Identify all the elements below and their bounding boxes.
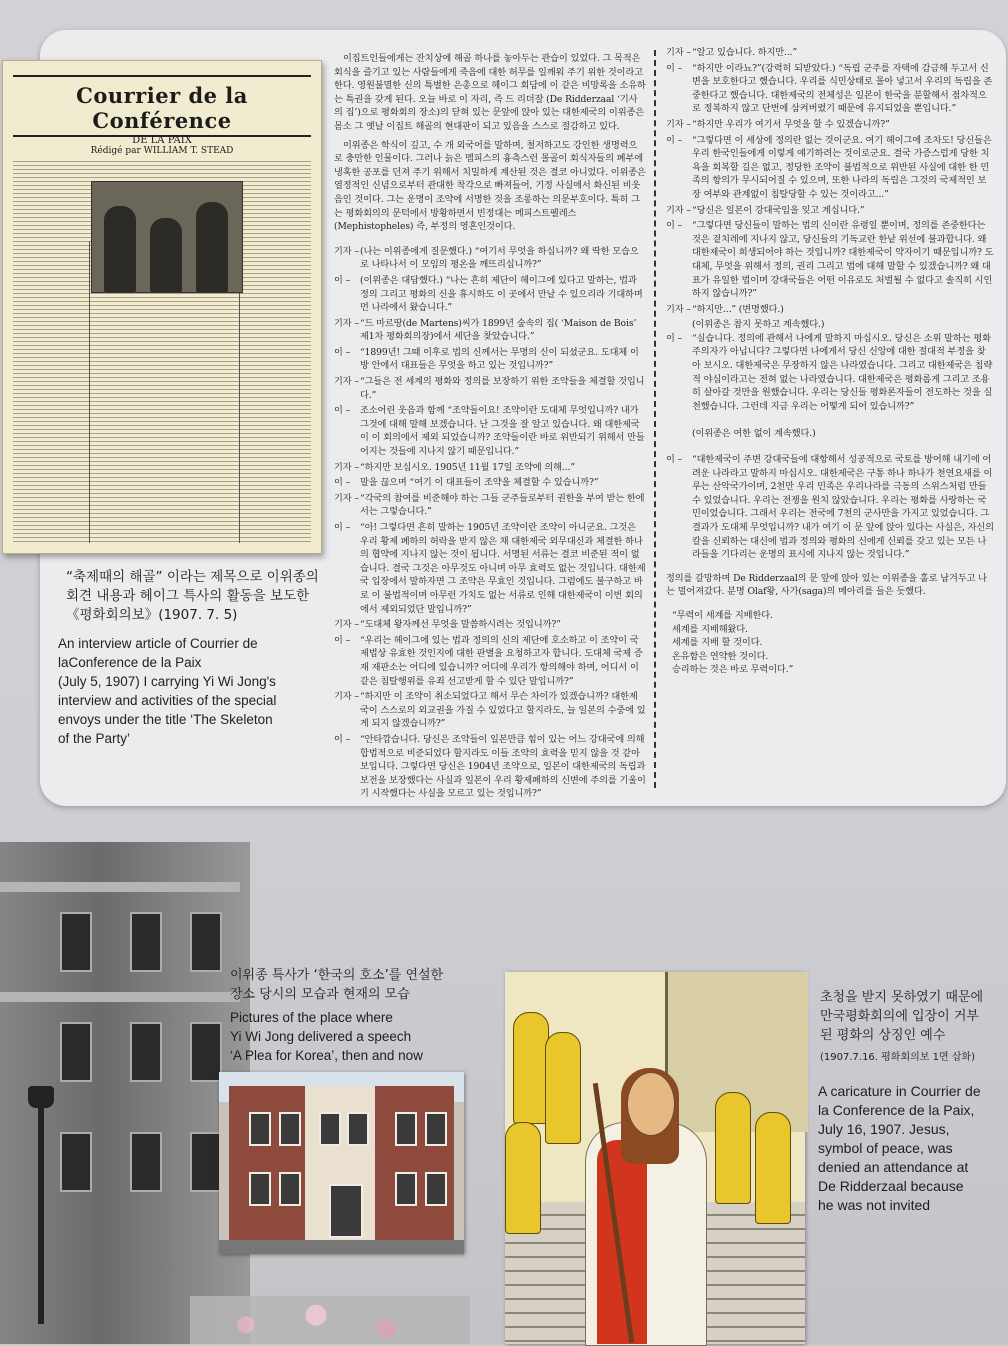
dialogue-text: “그렇다면 당신들이 말하는 법의 신이란 유령일 뿐이며, 정의를 존중한다는 것은 겉치레에 지나지 않고, 당신들의 기독교란 한낱 위선에 불과합니다. 왜 대한제국이 희생되어야 하는 것입니까? 대한제국이 약자이기 때문입니까? 도대체, 무엇을 위해서 정의, 권리 그리고 법에 대해 말할 수 있겠습니까? 왜 대표가 유일한 법이며 강대국들은 어떤 이유로도 처벌될 수 없다고 솔직히 시인하지 않습니까?”	[692, 220, 994, 300]
building-window	[190, 1132, 222, 1192]
building-window	[130, 912, 162, 972]
dialogue-text: “하지만 이 조약이 취소되었다고 해서 무슨 차이가 있겠습니까? 대한제국이 스스로의 외교권을 가질 수 있었다고 할지라도, 늘 일본의 수중에 있게 되지 않겠습니까?”	[360, 691, 646, 730]
dialogue-text: “실습니다. 정의에 관해서 나에게 말하지 마십시오. 당신은 소위 말하는 평화주의자가 아닙니다? 그렇다면 나에게서 당신 신앙에 대한 절대적 부정을 찾아 보시오. 대한제국은 무장하지 않은 나라였습니다. 그리고 대한제국은 침략적 야심이라고는 전혀 없는 나라였습니다. 대한제국은 평화롭게 그리고 조용히 살아갈 것만을 원했습니다. 우리는 당신들 평화론자들이 전도하는 것을 실천했습니다. 그런데 지금 우리는 어떻게 되어 있습니까?”	[692, 332, 993, 412]
dialogue-speaker: 기자 –	[334, 376, 359, 388]
article-paragraph: 이집트인들에게는 잔치상에 해골 하나를 놓아두는 관습이 있었다. 그 목적은 회식을 즐기고 있는 사람들에게 죽음에 대한 허무를 일깨워 주기 위한 것이라고 한다. 영원불멸한 신의 특별한 은총으로 헤이그 회담에 이 같은 비망록을 소유하는 특권을 갖게 된다. 오늘 바로 이 자리, 즉 드 리더잘 (De Ridderzaal ‘기사의 집’)으로 평화회의 장소)의 닫혀 있는 문앞에 앉아 있는 대한제국의 이위종은 몸소 그 옛날 이집트 해골의 현대판이 되고 있음을 스스로 절감하고 있다.	[334, 53, 646, 132]
dialogue-speaker: 기자 –	[666, 118, 691, 130]
building-photo-now	[219, 1072, 464, 1254]
dialogue-line	[666, 453, 994, 562]
building-cornice	[0, 882, 240, 892]
dialogue-line	[334, 733, 646, 801]
caption-line: 만국평화회의에 입장이 거부	[820, 1009, 979, 1024]
building-window	[130, 1022, 162, 1082]
dialogue-text: “하지만 우리가 여기서 무엇을 할 수 있겠습니까?”	[692, 118, 890, 130]
photo-street	[219, 1240, 464, 1254]
clipping-column-rule	[89, 241, 90, 543]
portrait-figure	[150, 218, 182, 292]
dialogue-speaker: 기자 –	[666, 303, 691, 315]
dialogue-text: “대한제국이 주변 강대국들에 대항해서 성공적으로 국토를 방어해 내기에 어려운 나라라고 말하지 마십시오. 대한제국은 구통 하나 하나가 천연요새를 이루는 산악국가이며, 2천만 우리 민족은 우리나라를 극동의 스위스처럼 만들 수 있었습니다. 우리는 전쟁을 원치 않았습니다. 우리는 평화를 사랑하는 국민이었습니다. 그래서 우리는 전국에 7천의 군사만을 가지고 있었습니다. 그 결과가 도대체 무엇입니까? 내가 여기 이 문 앞에 앉아 있다는 사실은, 자신의 칼을 신뢰하는 대신에 법과 정의와 평화의 신에게 신뢰를 갖고 있는 모든 나라들을 기다리는 운명의 표시에 지나지 않는 것입니다.”	[692, 454, 994, 561]
flowers-decoration	[190, 1296, 470, 1344]
article-closing: 정의를 갈망하며 De Ridderzaal의 문 앞에 앉아 있는 이위종을 홀로 남겨두고 나는 멀어져갔다. 분명 Olaf왕, 사가(saga)의 메아리를 들은 듯했다.	[666, 572, 987, 598]
guard-figure	[715, 1092, 751, 1204]
caricature-caption-korean	[820, 988, 1004, 1045]
caption-line: la Conference de la Paix,	[818, 1102, 975, 1118]
caption-line: “축제때의 해골” 이라는 제목으로 이위종의	[66, 569, 319, 585]
dialogue-text: “안타깝습니다. 당신은 조약들이 일본만큼 힘이 있는 어느 강대국에 의해 합법적으로 비준되었다 할지라도 이들 조약의 효력을 믿지 않을 것 같아 보입니다. 그렇다면 당신은 1904년 조약으로, 일본이 대한제국의 독립과 보전을 보장했다는 사실과 일본이 우리 황제폐하의 신변에 주의를 기울이기 시작했다는 사실을 모르고 있는 것입니까?”	[360, 733, 646, 800]
dialogue-speaker: 이 –	[334, 274, 351, 286]
caption-line: 회견 내용과 헤이그 특사의 활동을 보도한	[66, 588, 310, 604]
dialogue-text: “그렇다면 이 세상에 정의란 없는 것이군요. 여기 헤이그에 조차도! 당신들은 우리 한국인들에게 이렇게 얘기하려는 것이로군요. 결국 가증스럽게 당한 치욕을 회복할 길은 없고, 정당한 조약이 불법적으로 위반된 사실에 대한 한 민족의 항의가 무시되어질 수 있으며, 또한 나라의 독립은 그것의 국제적인 보장 여부와 관계없이 침탈당할 수 있는 것이라고...”	[692, 134, 992, 200]
caption-line: 이위종 특사가 ‘한국의 호소’를 연설한	[230, 968, 444, 983]
quote-line: 승리하는 것은 바로 무력이다.”	[672, 664, 794, 676]
dialogue-line	[334, 521, 646, 616]
building-window	[319, 1112, 341, 1146]
dialogue-text: “드 마르땅(de Martens)씨가 1899년 숲속의 집( ‘Maison de Bois’ 제1차 평화회의장)에서 세단을 찾았습니다.”	[360, 317, 637, 343]
dialogue-text: “하지만...” (변명했다.)	[692, 303, 784, 315]
building-window	[425, 1172, 447, 1206]
portrait-figure	[104, 206, 136, 292]
masthead-subtitle: DE LA PAIX	[132, 135, 192, 146]
dialogue-speaker: 기자 –	[666, 204, 691, 216]
dialogue-line	[666, 46, 994, 60]
dialogue-line	[666, 332, 994, 414]
building-window	[395, 1172, 417, 1206]
dialogue-text: 조소어린 웃음과 함께 “조약들이요! 조약이란 도대체 무엇입니까? 내가 그것에 대해 말해 보겠습니다. 난 그것을 잘 알고 있습니다. 왜 대한제국이 이 회의에서 제외 되었습니까? 조약들이란 바로 위반되기 위해서 만들어지는 것들에 지나지 않기 때문입니다.”	[360, 405, 645, 458]
dialogue-speaker: 기자 –	[334, 245, 359, 257]
dialogue-speaker: 이 –	[666, 454, 683, 466]
building-window	[279, 1172, 301, 1206]
caption-line: he was not invited	[818, 1197, 931, 1213]
column-divider	[654, 50, 656, 788]
dialogue-text: “1899년! 그때 이후로 법의 신께서는 무명의 신이 되셨군요. 도대체 이 방 안에서 대표들은 무엇을 하고 있는 것입니까?”	[360, 346, 639, 372]
dialogue-text: “우리는 헤이그에 있는 법과 정의의 신의 제단에 호소하고 이 조약이 국제법상 유효한 것인지에 대한 판별을 요청하고자 합니다. 도대체 국제 증재 재판소는 어디에 있습니까? 어디에 우리가 항의해야 하며, 어디서 이같은 침탈행위를 유죄 선고받게 할 수 있단 말입니까?”	[360, 634, 643, 687]
dialogue-line	[666, 204, 994, 218]
article-column-left	[334, 52, 646, 800]
jesus-face	[627, 1072, 675, 1136]
jesus-caricature-illustration	[505, 972, 805, 1344]
dialogue-line	[334, 375, 646, 402]
dialogue-speaker: 기자 –	[334, 461, 359, 473]
dialogue-speaker: 기자 –	[334, 619, 359, 631]
building-window	[279, 1112, 301, 1146]
building-window	[249, 1172, 271, 1206]
dialogue-text: 말을 끊으며 “여기 이 대표들이 조약을 체결할 수 있습니까?”	[360, 477, 599, 489]
caricature-source: (1907.7.16. 평화회의보 1면 삽화)	[820, 1052, 976, 1063]
caption-line: 《평화회의보》(1907. 7. 5)	[66, 607, 238, 623]
clipping-caption-korean	[66, 568, 326, 625]
dialogue-text: (나는 이위종에게 질문했다.) “여기서 무엇을 하십니까? 왜 딱한 모습으로 나타나서 이 모임의 평온을 깨뜨리십니까?”	[360, 245, 639, 271]
dialogue-line	[334, 634, 646, 688]
dialogue-speaker: 이 –	[666, 134, 683, 146]
dialogue-line	[334, 404, 646, 458]
caption-line: interview and activities of the special	[58, 693, 277, 708]
dialogue-line	[334, 690, 646, 731]
dialogue-speaker: 기자 –	[334, 691, 359, 703]
dialogue-speaker: 이 –	[666, 332, 683, 344]
dialogue-line	[666, 219, 994, 301]
guard-figure	[545, 1032, 581, 1144]
olaf-quote	[666, 609, 994, 677]
caricature-caption-english	[818, 1082, 1004, 1215]
dialogue-text: “알고 있습니다. 하지만...”	[692, 47, 798, 58]
caption-line: Pictures of the place where	[230, 1010, 393, 1025]
dialogue-text: “당신은 일본이 강대국임을 잊고 계십니다.”	[692, 204, 865, 216]
dialogue-line	[334, 274, 646, 315]
dialogue-line	[334, 618, 646, 632]
caption-line: De Ridderzaal because	[818, 1178, 964, 1194]
caption-line: 장소 당시의 모습과 현재의 모습	[230, 987, 410, 1002]
dialogue-line	[666, 303, 994, 317]
caption-line: July 16, 1907. Jesus,	[818, 1121, 950, 1137]
quote-line: 세계를 지배 할 것이다.	[672, 637, 763, 649]
dialogue-speaker: 기자 –	[666, 47, 691, 58]
dialogue-line	[334, 317, 646, 344]
caption-line: 초청을 받지 못하였기 때문에	[820, 990, 984, 1005]
dialogue-line	[666, 62, 994, 116]
clipping-portrait-photo	[91, 181, 243, 293]
dialogue-speaker: 이 –	[334, 405, 351, 417]
dialogue-text: “각국의 참여를 비준해야 하는 그들 군주들로부터 권한을 부여 받는 한에서는 그렇습니다.”	[360, 492, 645, 518]
dialogue-speaker: 이 –	[334, 477, 351, 489]
quote-line: 세계를 지배해왔다.	[672, 623, 748, 635]
portrait-figure	[196, 202, 228, 292]
building-window	[190, 912, 222, 972]
dialogue-text: “그들은 전 세계의 평화와 정의를 보장하기 위한 조약들을 체결할 것입니다.”	[360, 376, 645, 401]
dialogue-speaker: 이 –	[334, 522, 351, 533]
building-window	[347, 1112, 369, 1146]
narration-note: (이위종은 여한 없이 계속했다.)	[692, 428, 816, 440]
dialogue-speaker: 이 –	[666, 220, 683, 232]
dialogue-speaker: 이 –	[334, 634, 351, 646]
caption-line: A caricature in Courrier de	[818, 1083, 981, 1099]
dialogue-text: “하지만 보십시오. 1905년 11월 17일 조약에 의해...”	[360, 461, 575, 473]
building-window	[425, 1112, 447, 1146]
building-cornice	[0, 992, 240, 1002]
guard-figure	[513, 1012, 549, 1124]
dialogue-text: “하지만 이라뇨?”(강력히 되받았다.) “독립 군주를 자택에 감금해 두고서 신변을 보호한다고 했습니다. 우리를 식민상태로 몰아 넣고서 우리의 독립을 존중한다고 했습니다. 대한제국의 전체성은 일본이 한국을 분할해서 점차적으로 정복하지 않고 단번에 삼켜버렸기 때문에 유지되었을 뿐입니다.”	[692, 62, 993, 115]
dialogue-text: “아! 그렇다면 흔히 말하는 1905년 조약이란 조약이 아니군요. 그것은 우리 황제 폐하의 허락을 받지 않은 채 대한제국 외무대신과 체결한 하나의 협약에 지나지 않는 것이 됩니다. 서명된 서류는 결코 비준된 적이 없습니다. 결국 그것은 아무것도 아니며 아무 효력도 없는 것입니다. 대한제국 입장에서 말하자면 그 조약은 무효인 것입니다. 그럼에도 불구하고 바로 이 불법적이며 아무런 가치도 없는 서류로 인해 대한제국이 이번 회의에서 제외되었단 말입니까?”	[360, 522, 646, 615]
dialogue-line	[334, 346, 646, 373]
newspaper-masthead	[13, 75, 311, 156]
dialogue-speaker: 기자 –	[334, 492, 359, 504]
quote-line: 온유함은 연약한 것이다.	[672, 650, 769, 662]
dialogue-line	[334, 461, 646, 475]
dialogue-speaker: 이 –	[334, 346, 351, 358]
photo-caption-korean	[230, 966, 470, 1004]
dialogue-line	[666, 118, 994, 132]
building-window	[395, 1112, 417, 1146]
caption-line: ‘A Plea for Korea’, then and now	[230, 1048, 423, 1063]
building-window	[60, 1022, 92, 1082]
dialogue-line	[334, 245, 646, 272]
building-window	[249, 1112, 271, 1146]
article-paragraph: 이위종은 학식이 깊고, 수 개 외국어를 말하며, 철저하고도 강인한 생명력으로 충만한 인물이다. 그러나 늙은 멤피스의 흉측스런 몰골이 회식자들의 폐부에 냉혹한 공포를 던져 주기 위해서 치밀하게 계산된 것은 결코 아니었다. 이위종은 열정적인 신념으로부터 관대한 착각으로 빠져들어, 기정 사실에서 화신된 비웃음인 것이다. 그는 운명이 조약에 서명한 것을 조롱하는 의문부호이다. 특히 그는 평화회의의 문턱에서 방황하면서 빈정대는 메피스트펠레스(Mephistopheles) 즉, 부정의 영혼인것이다.	[334, 139, 646, 233]
narration-note: (이위종은 참지 못하고 계속했다.)	[692, 319, 825, 331]
masthead-editor: Rédigé par WILLIAM T. STEAD	[90, 146, 234, 156]
dialogue-text: “도대체 왕자께선 무엇을 말씀하시려는 것입니까?”	[360, 619, 561, 631]
masthead-title: Courrier de la Conférence	[76, 83, 248, 133]
building-door	[329, 1184, 363, 1238]
building-window	[60, 1132, 92, 1192]
guard-figure	[755, 1112, 791, 1224]
caption-line: envoys under the title ‘The Skeleton	[58, 712, 273, 727]
street-lamp-post	[38, 1094, 44, 1324]
dialogue-speaker: 기자 –	[334, 317, 359, 329]
photo-caption-english	[230, 1008, 470, 1065]
dialogue-speaker: 이 –	[666, 62, 683, 74]
caption-line: laConference de la Paix	[58, 655, 202, 670]
quote-line: “무력이 세계를 지배한다.	[672, 609, 773, 621]
dialogue-text: (이위종은 대답했다.) “나는 흔히 제단이 헤이그에 있다고 말하는, 법과 정의 그리고 평화의 신을 휴시하도 이 곳에서 만날 수 있으리라 기대하며 먼 나라에서 왔습니다.”	[360, 274, 643, 314]
caption-line: denied an attendance at	[818, 1159, 969, 1175]
caption-line: (July 5, 1907) I carrying Yi Wi Jong's	[58, 674, 276, 689]
article-column-right	[666, 46, 994, 761]
dialogue-line	[334, 476, 646, 490]
newspaper-clipping-image	[2, 60, 322, 554]
dialogue-line	[334, 492, 646, 519]
caption-line: Yi Wi Jong delivered a speech	[230, 1029, 412, 1044]
caption-line: of the Party’	[58, 731, 131, 746]
building-window	[190, 1022, 222, 1082]
guard-figure	[505, 1122, 541, 1234]
caption-line: An interview article of Courrier de	[58, 636, 258, 651]
dialogue-line	[666, 134, 994, 202]
clipping-caption-english	[58, 634, 308, 748]
building-window	[60, 912, 92, 972]
dialogue-speaker: 이 –	[334, 733, 351, 745]
building-window	[130, 1132, 162, 1192]
caption-line: symbol of peace, was	[818, 1140, 953, 1156]
caption-line: 된 평화의 상징인 예수	[820, 1028, 946, 1043]
